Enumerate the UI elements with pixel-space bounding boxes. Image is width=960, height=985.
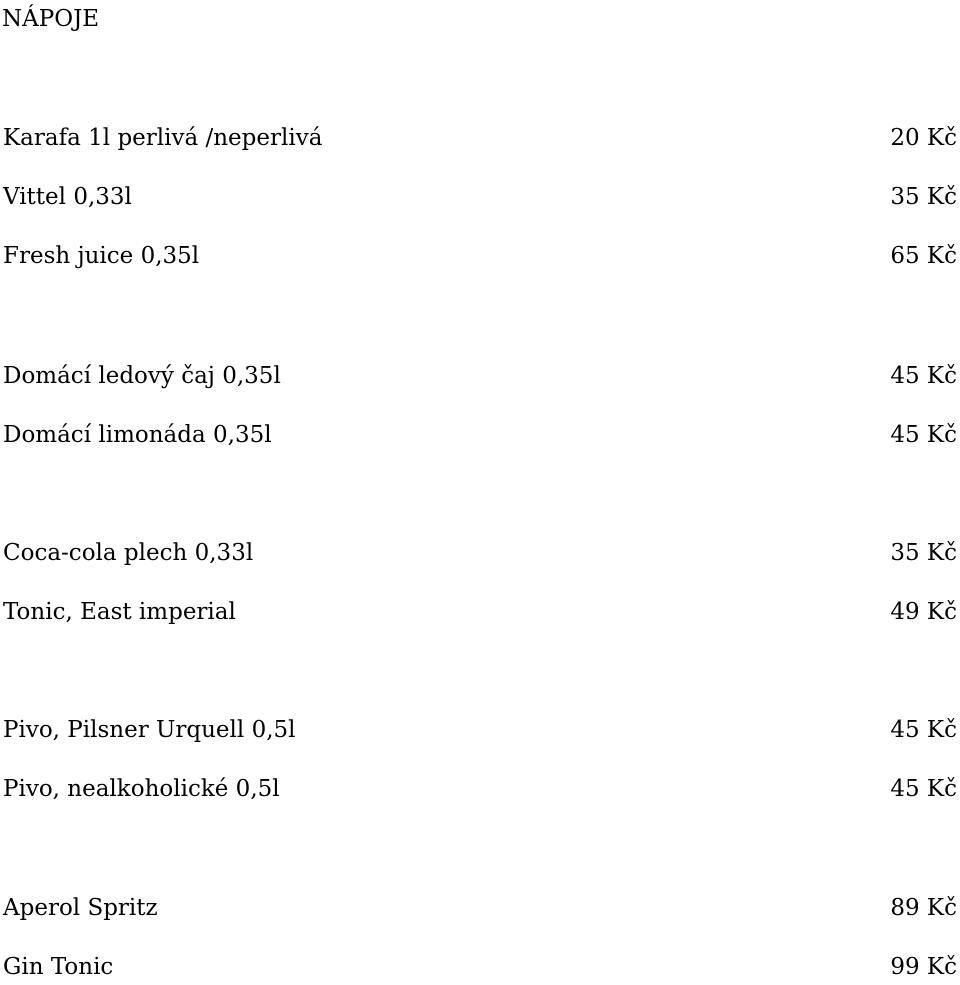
menu-item-price: 45 Kč [890,776,957,802]
menu-item [3,597,957,627]
menu-item-price: 89 Kč [890,895,957,921]
menu-item-price: 35 Kč [890,540,957,566]
menu-item-name: Pivo, nealkoholické 0,5l [3,776,280,802]
menu-item-price: 49 Kč [890,599,957,625]
menu-item-name: Fresh juice 0,35l [3,243,200,269]
menu-item-price: 99 Kč [890,954,957,980]
menu-item-name: Gin Tonic [3,954,114,980]
menu-item-name: Tonic, East imperial [3,599,236,625]
menu-item [3,715,957,745]
menu-item [3,361,957,391]
menu-item [3,182,957,212]
menu-item-price: 45 Kč [890,363,957,389]
menu-item-price: 45 Kč [890,422,957,448]
menu-item-price: 45 Kč [890,717,957,743]
menu-item [3,123,957,153]
menu-item [3,893,957,923]
menu-item [3,952,957,982]
menu-item-name: Aperol Spritz [3,895,158,921]
menu-item-name: Vittel 0,33l [3,184,132,210]
menu-item [3,241,957,271]
page-title: NÁPOJE [2,6,100,32]
menu-item [3,774,957,804]
menu-item [3,538,957,568]
menu-item [3,420,957,450]
menu-item-name: Pivo, Pilsner Urquell 0,5l [3,717,296,743]
menu-item-price: 35 Kč [890,184,957,210]
menu-item-name: Domácí limonáda 0,35l [3,422,272,448]
menu-item-name: Coca-cola plech 0,33l [3,540,254,566]
menu-item-price: 20 Kč [890,125,957,151]
menu-item-price: 65 Kč [890,243,957,269]
menu-item-name: Domácí ledový čaj 0,35l [3,363,281,389]
menu-item-name: Karafa 1l perlivá /neperlivá [3,125,323,151]
